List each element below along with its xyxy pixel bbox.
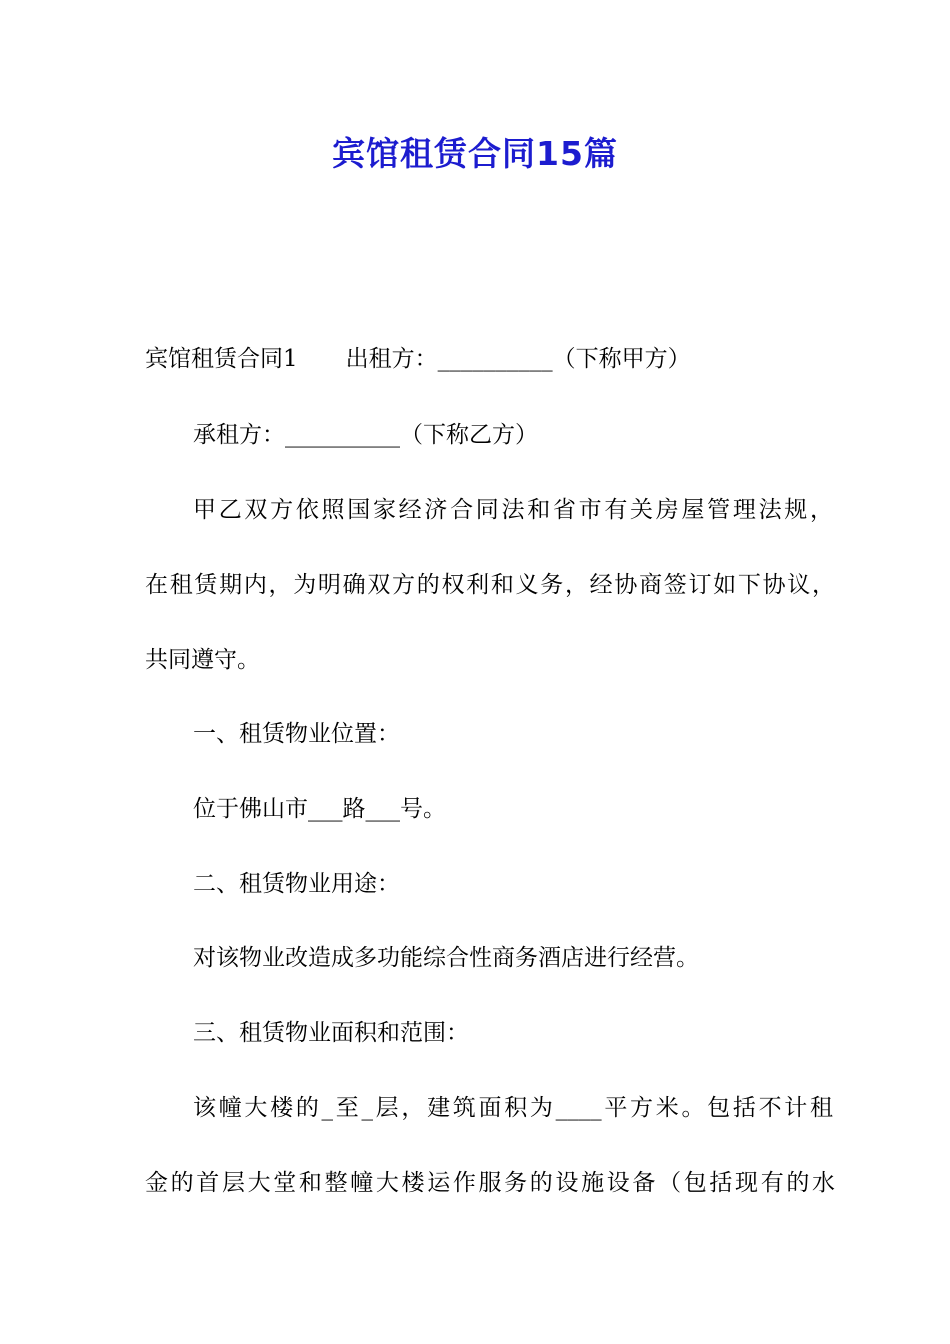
lessee-field: 承租方：__________（下称乙方） [193, 422, 538, 448]
paragraph-line: 该幢大楼的_至_层，建筑面积为____平方米。包括不计租 [193, 1095, 833, 1121]
contract-heading-line [145, 344, 835, 374]
section-heading-area: 三、租赁物业面积和范围： [193, 1020, 469, 1046]
lessor-field: 出租方：__________（下称甲方） [345, 346, 691, 372]
paragraph-line: 对该物业改造成多功能综合性商务酒店进行经营。 [193, 945, 699, 971]
paragraph-line: 位于佛山市___路___号。 [193, 796, 446, 822]
document-title: 宾馆租赁合同15篇 [332, 134, 618, 173]
paragraph-line: 共同遵守。 [145, 647, 260, 673]
paragraph-line: 在租赁期内，为明确双方的权利和义务，经协商签订如下协议， [145, 572, 835, 598]
section-heading-location: 一、租赁物业位置： [193, 721, 400, 747]
section-heading-usage: 二、租赁物业用途： [193, 871, 400, 897]
paragraph-line: 甲乙双方依照国家经济合同法和省市有关房屋管理法规， [193, 497, 833, 523]
paragraph-line: 金的首层大堂和整幢大楼运作服务的设施设备（包括现有的水 [145, 1170, 835, 1196]
contract-number: 宾馆租赁合同1 [145, 346, 298, 372]
